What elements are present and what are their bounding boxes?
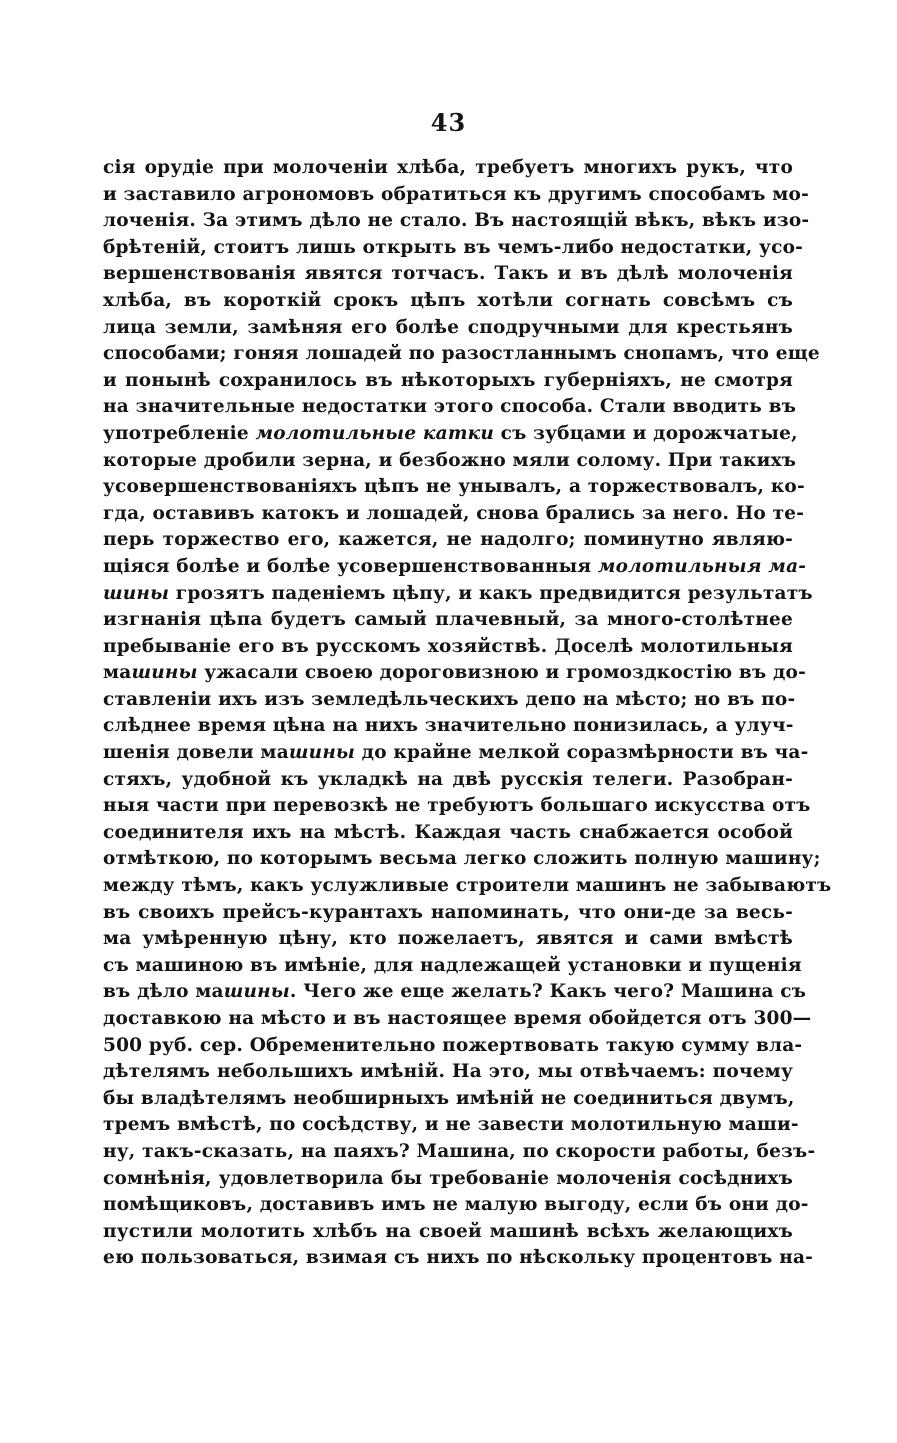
text-line: слѣднее время цѣна на нихъ значительно понизилась, а улуч- [103,715,794,737]
text-line: и понынѣ сохранилось въ нѣкоторыхъ губерніяхъ, не смотря [103,369,793,391]
text-line: которые дробили зерна, и безбожно мяли солому. При такихъ [103,449,797,471]
text-line: въ дѣло машины. Чего же еще желать? Какъ чего? Машина съ [103,981,807,1003]
text-line: ставленіи ихъ изъ земледѣльческихъ депо на мѣсто; но въ по- [103,688,796,710]
text-line: съ машиною въ имѣніе, для надлежащей установки и пущенія [103,954,802,976]
text-line: и заставило агрономовъ обратиться къ другимъ способамъ мо- [103,183,809,205]
text-line: шины грозятъ паденіемъ цѣпу, и какъ предвидится результатъ [103,582,813,604]
text-line: отмѣткою, по которымъ весьма легко сложить полную машину; [103,848,821,870]
text-line: дѣтелямъ небольшихъ имѣній. На это, мы отвѣчаемъ: почему [103,1061,793,1083]
text-line: способами; гоняя лошадей по разостланнымъ снопамъ, что еще [103,343,820,365]
text-line: гда, оставивъ катокъ и лошадей, снова брались за него. Но те- [103,502,805,524]
text-line: помѣщиковъ, доставивъ имъ не малую выгоду, если бъ они до- [103,1194,809,1216]
text-line: соединителя ихъ на мѣстѣ. Каждая часть снабжается особой [103,821,793,843]
text-line: перь торжество его, кажется, не надолго; поминутно являю- [103,529,793,551]
text-line: тремъ вмѣстѣ, по сосѣдству, и не завести молотильную маши- [103,1114,799,1136]
text-line: лица земли, замѣняя его болѣе сподручными для крестьянъ [103,316,793,338]
text-line: между тѣмъ, какъ услужливые строители машинъ не забываютъ [103,875,832,897]
text-line: ма умѣренную цѣну, кто пожелаетъ, явятся и сами вмѣстѣ [103,928,793,950]
body-text [103,155,832,1272]
text-line: пустили молотить хлѣбъ на своей машинѣ всѣхъ желающихъ [103,1220,793,1242]
text-line: вершенствованія явятся тотчасъ. Такъ и въ дѣлѣ молоченія [103,263,793,285]
text-line: употребленіе молотильные катки съ зубцами и дорожчатые, [103,422,798,444]
text-line: щіяся болѣе и болѣе усовершенствованныя молотильныя ма- [103,555,807,577]
text-line: лоченія. За этимъ дѣло не стало. Въ настоящій вѣкъ, вѣкъ изо- [103,210,810,232]
text-line: шенія довели машины до крайне мелкой соразмѣрности въ ча- [103,742,809,764]
text-line: изгнанія цѣпа будетъ самый плачевный, за много-столѣтнее [103,609,793,631]
text-line: пребываніе его въ русскомъ хозяйствѣ. Доселѣ молотильныя [103,635,793,657]
text-line: бы владѣтелямъ необширныхъ имѣній не соединиться двумъ, [103,1087,795,1109]
text-line: брѣтеній, стоитъ лишь открыть въ чемъ-либо недостатки, усо- [103,236,803,258]
page-number: 43 [430,108,467,137]
text-line: доставкою на мѣсто и въ настоящее время обойдется отъ 300— [103,1008,812,1029]
text-line: машины ужасали своею дороговизною и громоздкостію въ до- [103,662,806,684]
text-line: ныя части при перевозкѣ не требуютъ большаго искусства отъ [103,795,811,817]
text-line: на значительные недостатки этого способа. Стали вводить въ [103,396,797,418]
text-line: сія орудіе при молоченіи хлѣба, требуетъ многихъ рукъ, что [103,157,793,178]
text-line: ну, такъ-сказать, на паяхъ? Машина, по скорости работы, безъ- [103,1140,816,1162]
text-line: стяхъ, удобной къ укладкѣ на двѣ русскія телеги. Разобран- [103,768,793,790]
text-line: ею пользоваться, взимая съ нихъ по нѣскольку процентовъ на- [103,1247,814,1269]
text-line: усовершенствованіяхъ цѣпъ не унывалъ, а торжествовалъ, ко- [103,476,805,498]
text-line: въ своихъ прейсъ-курантахъ напоминать, что они-де за весь- [103,901,793,923]
text-line: 500 руб. сер. Обременительно пожертвовать такую сумму вла- [103,1034,803,1056]
text-line: сомнѣнія, удовлетворила бы требованіе молоченія сосѣднихъ [103,1167,793,1189]
text-line: хлѣба, въ короткій срокъ цѣпъ хотѣли согнать совсѣмъ съ [103,289,793,311]
